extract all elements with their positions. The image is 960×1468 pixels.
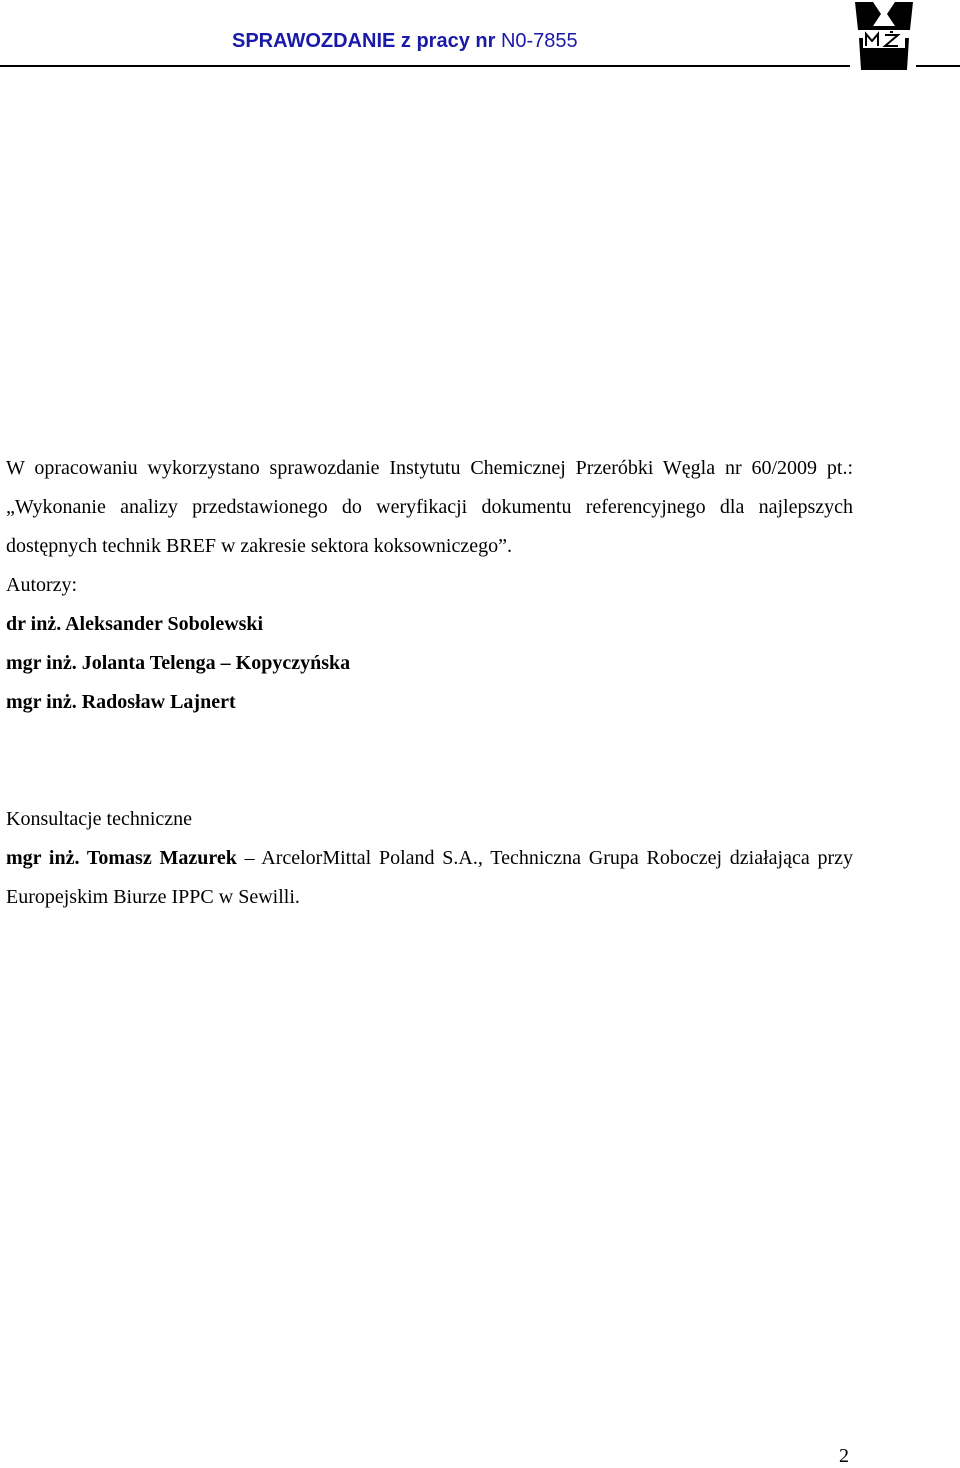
header-report-number: N0-7855 xyxy=(500,30,578,52)
consultation-label: Konsultacje techniczne xyxy=(6,808,193,830)
header-title-text: SPRAWOZDANIE z pracy nr xyxy=(232,30,496,52)
author-item: mgr inż. Radosław Lajnert xyxy=(6,691,236,713)
page-number: 2 xyxy=(839,1445,849,1467)
consultation-paragraph xyxy=(6,839,853,917)
report-body xyxy=(6,449,853,917)
consultant-name: mgr inż. Tomasz Mazurek xyxy=(6,847,237,869)
intro-paragraph: W opracowaniu wykorzystano sprawozdanie Instytutu Chemicznej Przeróbki Węgla nr 60/2009 pt.: „Wykonanie analizy przedstawionego do weryfikacji dokumentu referencyjnego dla najlepszych dostępnych technik BREF w zakresie sektora koksowniczego”. xyxy=(6,457,853,557)
header-rule-right xyxy=(916,65,960,67)
header-title xyxy=(232,27,578,55)
consultant-affiliation: – ArcelorMittal Poland S.A., Techniczna Grupa Roboczej działająca przy Europejskim Biurze IPPC w Sewilli. xyxy=(6,847,854,908)
section-spacer xyxy=(6,722,853,800)
mz-logo xyxy=(853,0,915,72)
author-item: dr inż. Aleksander Sobolewski xyxy=(6,613,264,635)
header-rule-left xyxy=(0,65,850,67)
authors-label: Autorzy: xyxy=(6,574,78,596)
author-item: mgr inż. Jolanta Telenga – Kopyczyńska xyxy=(6,652,351,674)
